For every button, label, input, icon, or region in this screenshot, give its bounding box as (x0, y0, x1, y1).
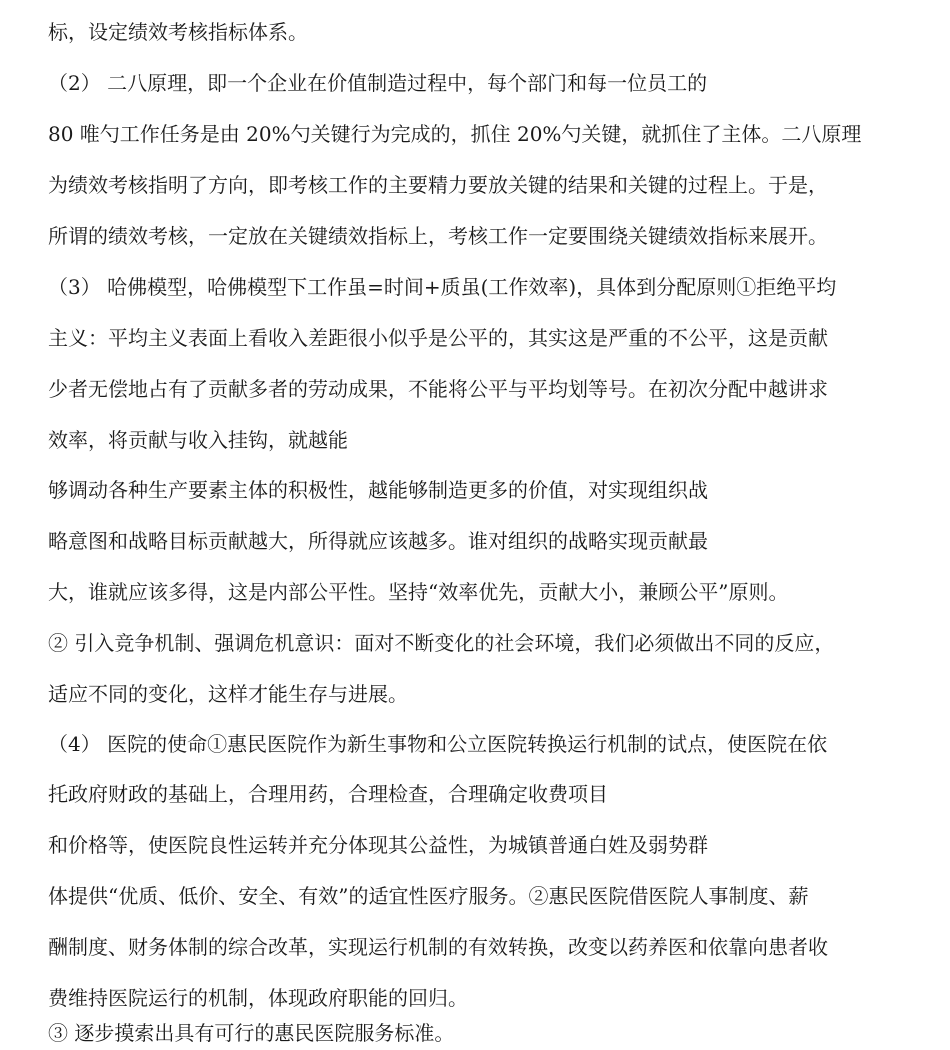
text-line: 主义：平均主义表面上看收入差距很小似乎是公平的，其实这是严重的不公平，这是贡献 (48, 326, 828, 350)
text-line: ③ 逐步摸索出具有可行的惠民医院服务标准。 (48, 1021, 455, 1045)
text-line: 大，谁就应该多得，这是内部公平性。坚持“效率优先，贡献大小，兼顾公平”原则。 (48, 580, 789, 604)
text-line: （3） 哈佛模型，哈佛模型下工作虽=时间+质虽(工作效率)，具体到分配原则①拒绝平均 (48, 275, 837, 299)
text-line: 少者无偿地占有了贡献多者的劳动成果，不能将公平与平均划等号。在初次分配中越讲求 (48, 377, 828, 401)
text-line: ② 引入竞争机制、强调危机意识：面对不断变化的社会环境，我们必须做出不同的反应， (48, 631, 835, 655)
text-line: 略意图和战略目标贡献越大，所得就应该越多。谁对组织的战略实现贡献最 (48, 529, 708, 553)
text-line: 托政府财政的基础上，合理用药，合理检查，合理确定收费项目 (48, 782, 608, 806)
text-line: （4） 医院的使命①惠民医院作为新生事物和公立医院转换运行机制的试点，使医院在依 (48, 732, 828, 756)
text-line: 标，设定绩效考核指标体系。 (48, 20, 308, 44)
text-line: 80 唯勺工作任务是由 20%勺关键行为完成的，抓住 20%勺关键，就抓住了主体。二八原理 (48, 122, 862, 146)
text-line: 费维持医院运行的机制，体现政府职能的回归。 (48, 986, 468, 1010)
text-line: 酬制度、财务体制的综合改革，实现运行机制的有效转换，改变以药养医和依靠向患者收 (48, 935, 828, 959)
text-line: 和价格等，使医院良性运转并充分体现其公益性，为城镇普通白姓及弱势群 (48, 833, 708, 857)
text-line: 所谓的绩效考核，一定放在关键绩效指标上，考核工作一定要围绕关键绩效指标来展开。 (48, 224, 828, 248)
text-line: 体提供“优质、低价、安全、有效”的适宜性医疗服务。②惠民医院借医院人事制度、薪 (48, 884, 809, 908)
text-line: 为绩效考核指明了方向，即考核工作的主要精力要放关键的结果和关键的过程上。于是， (48, 173, 828, 197)
text-line: 够调动各种生产要素主体的积极性，越能够制造更多的价值，对实现组织战 (48, 478, 708, 502)
text-line: 适应不同的变化，这样才能生存与进展。 (48, 682, 408, 706)
text-line: 效率，将贡献与收入挂钩，就越能 (48, 428, 348, 452)
text-line: （2） 二八原理，即一个企业在价值制造过程中，每个部门和每一位员工的 (48, 71, 708, 95)
